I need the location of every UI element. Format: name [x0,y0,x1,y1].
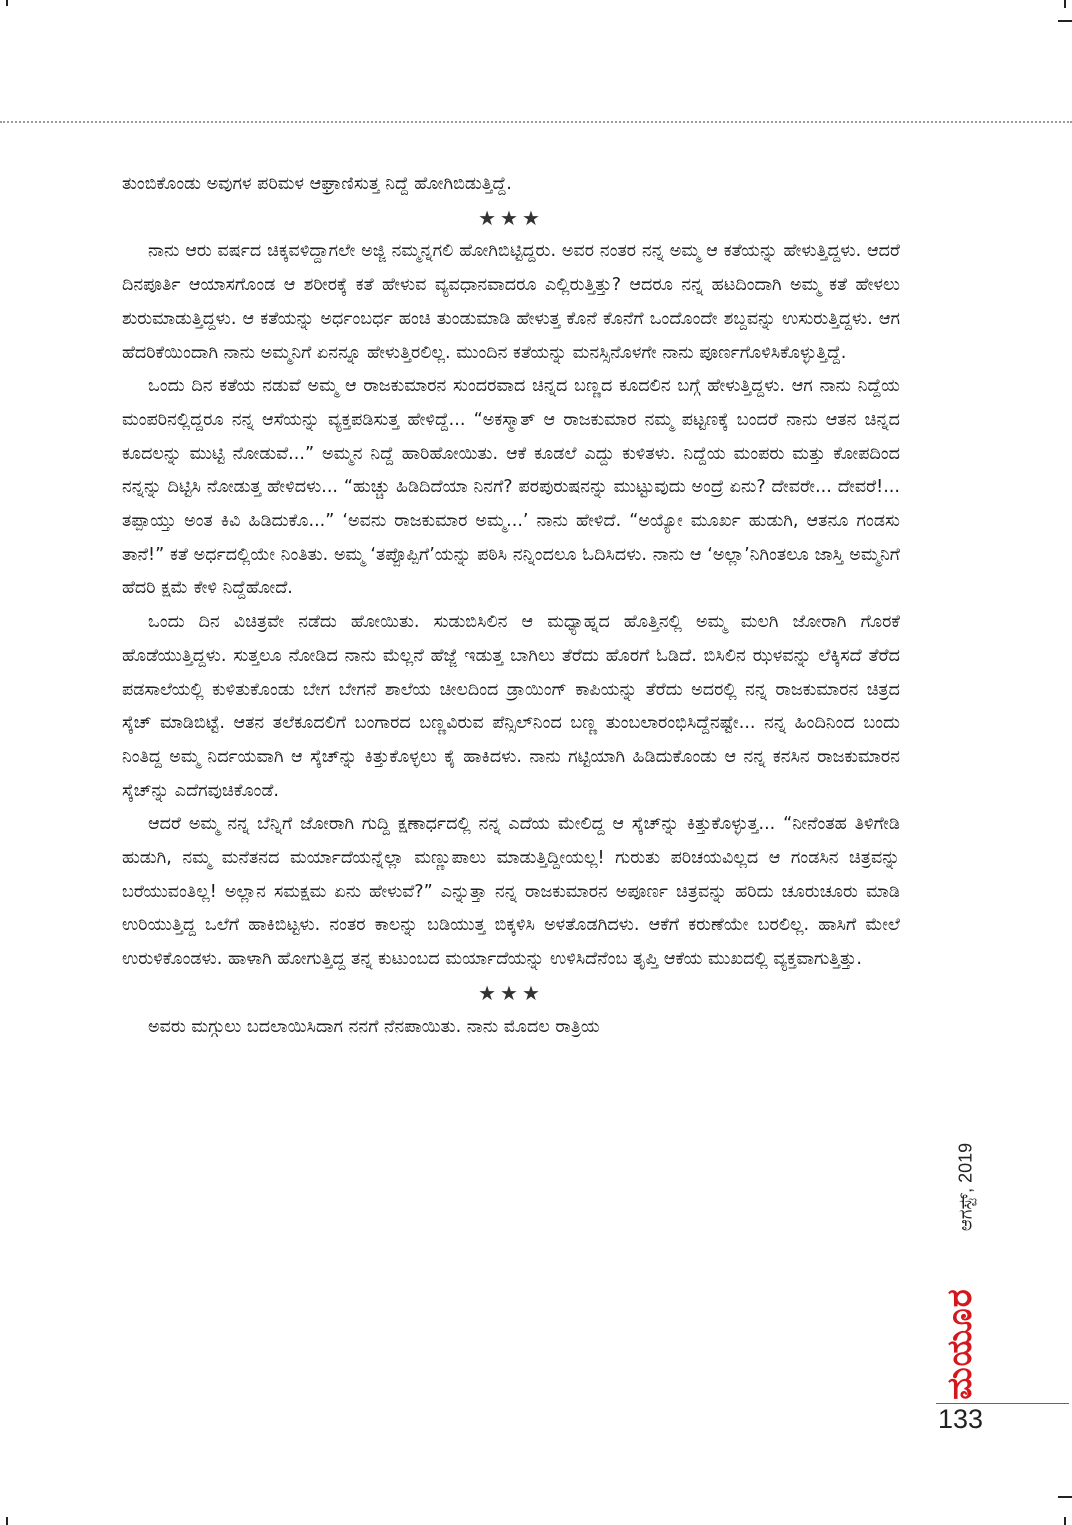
paragraph-group-main [122,235,900,976]
section-break-stars: ★★★ [478,205,544,230]
crop-mark-bottom-right [1064,1517,1066,1525]
paragraph-group-opening [122,168,900,202]
article-body [122,168,900,1044]
crop-mark-top-right [1064,0,1066,8]
page-number: 133 [938,1404,984,1434]
crop-mark-right-upper [1058,20,1072,22]
crop-mark-top-left [6,0,8,6]
magazine-logo [940,1282,980,1406]
paragraph: ನಾನು ಆರು ವರ್ಷದ ಚಿಕ್ಕವಳಿದ್ದಾಗಲೇ ಅಜ್ಜಿ ನಮ್ಮನ್ನಗಲಿ ಹೋಗಿಬಿಟ್ಟಿದ್ದರು. ಅವರ ನಂತರ ನನ್ನ ಅಮ್ಮ ಆ ಕತೆಯನ್ನು ಹೇಳುತ್ತಿದ್ದಳು. ಆದರೆ ದಿನಪೂರ್ತಿ ಆಯಾಸಗೊಂಡ ಆ ಶರೀರಕ್ಕೆ ಕತೆ ಹೇಳುವ ವ್ಯವಧಾನವಾದರೂ ಎಲ್ಲಿರುತ್ತಿತ್ತು? ಆದರೂ ನನ್ನ ಹಟದಿಂದಾಗಿ ಅಮ್ಮ ಕತೆ ಹೇಳಲು ಶುರುಮಾಡುತ್ತಿದ್ದಳು. ಆ ಕತೆಯನ್ನು ಅರ್ಧಂಬರ್ಧ ಹಂಚಿ ತುಂಡುಮಾಡಿ ಹೇಳುತ್ತ ಕೊನೆ ಕೊನೆಗೆ ಒಂದೊಂದೇ ಶಬ್ದವನ್ನು ಉಸುರುತ್ತಿದ್ದಳು. ಆಗ ಹೆದರಿಕೆಯಿಂದಾಗಿ ನಾನು ಅಮ್ಮನಿಗೆ ಏನನ್ನೂ ಹೇಳುತ್ತಿರಲಿಲ್ಲ. ಮುಂದಿನ ಕತೆಯನ್ನು ಮನಸ್ಸಿನೊಳಗೇ ನಾನು ಪೂರ್ಣಗೊಳಿಸಿಕೊಳ್ಳುತ್ತಿದ್ದೆ. [122,241,900,363]
header-dotted-rule [0,121,1072,123]
paragraph: ಅವರು ಮಗ್ಗುಲು ಬದಲಾಯಿಸಿದಾಗ ನನಗೆ ನೆನಪಾಯಿತು. ನಾನು ಮೊದಲ ರಾತ್ರಿಯ [148,1016,600,1037]
magazine-logo-text: ಮಯೂರ [940,1288,980,1400]
issue-date-text: ಆಗಸ್ಟ್, 2019 [955,1142,976,1232]
section-break-stars: ★★★ [478,980,544,1005]
paragraph: ಆದರೆ ಅಮ್ಮ ನನ್ನ ಬೆನ್ನಿಗೆ ಜೋರಾಗಿ ಗುದ್ದಿ ಕ್ಷಣಾರ್ಧದಲ್ಲಿ ನನ್ನ ಎದೆಯ ಮೇಲಿದ್ದ ಆ ಸ್ಕೆಚ್‌ನ್ನು ಕಿತ್ತುಕೊಳ್ಳುತ್ತ... “ನೀನೆಂತಹ ತಿಳಿಗೇಡಿ ಹುಡುಗಿ, ನಮ್ಮ ಮನೆತನದ ಮರ್ಯಾದೆಯನ್ನೆಲ್ಲಾ ಮಣ್ಣುಪಾಲು ಮಾಡುತ್ತಿದ್ದೀಯಲ್ಲ! ಗುರುತು ಪರಿಚಯವಿಲ್ಲದ ಆ ಗಂಡಸಿನ ಚಿತ್ರವನ್ನು ಬರೆಯುವಂತಿಲ್ಲ! ಅಲ್ಲಾನ ಸಮಕ್ಷಮ ಏನು ಹೇಳುವೆ?” ಎನ್ನುತ್ತಾ ನನ್ನ ರಾಜಕುಮಾರನ ಅಪೂರ್ಣ ಚಿತ್ರವನ್ನು ಹರಿದು ಚೂರುಚೂರು ಮಾಡಿ ಉರಿಯುತ್ತಿದ್ದ ಒಲೆಗೆ ಹಾಕಿಬಿಟ್ಟಳು. ನಂತರ ಕಾಲನ್ನು ಬಡಿಯುತ್ತ ಬಿಕ್ಕಳಿಸಿ ಅಳತೊಡಗಿದಳು. ಆಕೆಗೆ ಕರುಣೆಯೇ ಬರಲಿಲ್ಲ. ಹಾಸಿಗೆ ಮೇಲೆ ಉರುಳಿಕೊಂಡಳು. ಹಾಳಾಗಿ ಹೋಗುತ್ತಿದ್ದ ತನ್ನ ಕುಟುಂಬದ ಮರ್ಯಾದೆಯನ್ನು ಉಳಿಸಿದೆನೆಂಬ ತೃಪ್ತಿ ಆಕೆಯ ಮುಖದಲ್ಲಿ ವ್ಯಕ್ತವಾಗುತ್ತಿತ್ತು. [122,814,900,970]
paragraph: ತುಂಬಿಕೊಂಡು ಅವುಗಳ ಪರಿಮಳ ಆಘ್ರಾಣಿಸುತ್ತ ನಿದ್ದೆ ಹೋಗಿಬಿಡುತ್ತಿದ್ದೆ. [122,174,512,194]
crop-mark-right-lower [1058,1496,1072,1498]
paragraph-group-closing [122,1011,900,1045]
issue-date [955,1112,977,1262]
paragraph: ಒಂದು ದಿನ ಕತೆಯ ನಡುವೆ ಅಮ್ಮ ಆ ರಾಜಕುಮಾರನ ಸುಂದರವಾದ ಚಿನ್ನದ ಬಣ್ಣದ ಕೂದಲಿನ ಬಗ್ಗೆ ಹೇಳುತ್ತಿದ್ದಳು. ಆಗ ನಾನು ನಿದ್ದೆಯ ಮಂಪರಿನಲ್ಲಿದ್ದರೂ ನನ್ನ ಆಸೆಯನ್ನು ವ್ಯಕ್ತಪಡಿಸುತ್ತ ಹೇಳಿದ್ದೆ... “ಅಕಸ್ಮಾತ್ ಆ ರಾಜಕುಮಾರ ನಮ್ಮ ಪಟ್ಟಣಕ್ಕೆ ಬಂದರೆ ನಾನು ಆತನ ಚಿನ್ನದ ಕೂದಲನ್ನು ಮುಟ್ಟಿ ನೋಡುವೆ...” ಅಮ್ಮನ ನಿದ್ದೆ ಹಾರಿಹೋಯಿತು. ಆಕೆ ಕೂಡಲೆ ಎದ್ದು ಕುಳಿತಳು. ನಿದ್ದೆಯ ಮಂಪರು ಮತ್ತು ಕೋಪದಿಂದ ನನ್ನನ್ನು ದಿಟ್ಟಿಸಿ ನೋಡುತ್ತ ಹೇಳಿದಳು... “ಹುಚ್ಚು ಹಿಡಿದಿದೆಯಾ ನಿನಗೆ? ಪರಪುರುಷನನ್ನು ಮುಟ್ಟುವುದು ಅಂದ್ರೆ ಏನು? ದೇವರೇ... ದೇವರೆ!... ತಪ್ಪಾಯ್ತು ಅಂತ ಕಿವಿ ಹಿಡಿದುಕೊ...” ‘ಅವನು ರಾಜಕುಮಾರ ಅಮ್ಮ...’ ನಾನು ಹೇಳಿದೆ. “ಅಯ್ಯೋ ಮೂರ್ಖ ಹುಡುಗಿ, ಆತನೂ ಗಂಡಸು ತಾನೆ!” ಕತೆ ಅರ್ಧದಲ್ಲಿಯೇ ನಿಂತಿತು. ಅಮ್ಮ ‘ತಪ್ಪೊಪ್ಪಿಗೆ’ಯನ್ನು ಪಠಿಸಿ ನನ್ನಿಂದಲೂ ಓದಿಸಿದಳು. ನಾನು ಆ ‘ಅಲ್ಲಾ’ನಿಗಿಂತಲೂ ಜಾಸ್ತಿ ಅಮ್ಮನಿಗೆ ಹೆದರಿ ಕ್ಷಮೆ ಕೇಳಿ ನಿದ್ದೆಹೋದೆ. [122,376,900,599]
paragraph: ಒಂದು ದಿನ ವಿಚಿತ್ರವೇ ನಡೆದು ಹೋಯಿತು. ಸುಡುಬಿಸಿಲಿನ ಆ ಮಧ್ಯಾಹ್ನದ ಹೊತ್ತಿನಲ್ಲಿ ಅಮ್ಮ ಮಲಗಿ ಜೋರಾಗಿ ಗೊರಕೆ ಹೊಡೆಯುತ್ತಿದ್ದಳು. ಸುತ್ತಲೂ ನೋಡಿದ ನಾನು ಮೆಲ್ಲನೆ ಹೆಜ್ಜೆ ಇಡುತ್ತ ಬಾಗಿಲು ತೆರೆದು ಹೊರಗೆ ಓಡಿದೆ. ಬಿಸಿಲಿನ ಝಳವನ್ನು ಲೆಕ್ಕಿಸದೆ ತೆರೆದ ಪಡಸಾಲೆಯಲ್ಲಿ ಕುಳಿತುಕೊಂಡು ಬೇಗ ಬೇಗನೆ ಶಾಲೆಯ ಚೀಲದಿಂದ ಡ್ರಾಯಿಂಗ್ ಕಾಪಿಯನ್ನು ತೆರೆದು ಅದರಲ್ಲಿ ನನ್ನ ರಾಜಕುಮಾರನ ಚಿತ್ರದ ಸ್ಕೆಚ್ ಮಾಡಿಬಿಟ್ಟೆ. ಆತನ ತಲೆಕೂದಲಿಗೆ ಬಂಗಾರದ ಬಣ್ಣವಿರುವ ಪೆನ್ಸಿಲ್‌ನಿಂದ ಬಣ್ಣ ತುಂಬಲಾರಂಭಿಸಿದ್ದೆನಷ್ಟೇ... ನನ್ನ ಹಿಂದಿನಿಂದ ಬಂದು ನಿಂತಿದ್ದ ಅಮ್ಮ ನಿರ್ದಯವಾಗಿ ಆ ಸ್ಕೆಚ್‌ನ್ನು ಕಿತ್ತುಕೊಳ್ಳಲು ಕೈ ಹಾಕಿದಳು. ನಾನು ಗಟ್ಟಿಯಾಗಿ ಹಿಡಿದುಕೊಂಡು ಆ ನನ್ನ ಕನಸಿನ ರಾಜಕುಮಾರನ ಸ್ಕೆಚ್‌ನ್ನು ಎದೆಗವುಚಿಕೊಂಡೆ. [122,612,900,801]
crop-mark-bottom-left [6,1517,8,1525]
